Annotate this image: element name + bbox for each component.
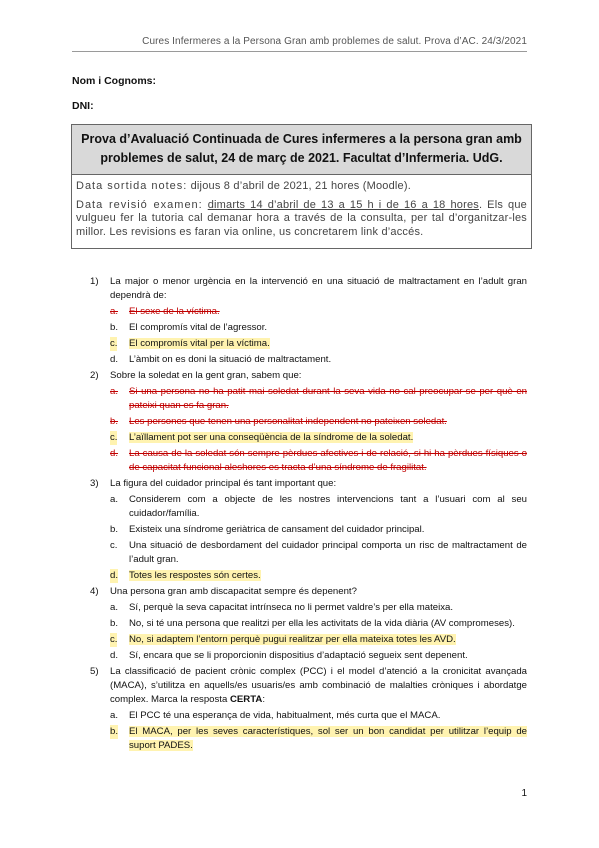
- option-letter: b.: [110, 726, 119, 737]
- option-text: Les persones que tenen una personalitat independent no pateixen soledat.: [129, 416, 447, 427]
- option-letter: b.: [110, 524, 119, 535]
- answer-option-a: [110, 385, 527, 413]
- answer-options: [110, 385, 527, 475]
- answer-option-d: [110, 447, 527, 475]
- option-text: No, si adaptem l’entorn perquè pugui realitzar per ella mateixa totes les AVD.: [129, 634, 456, 645]
- review-date-line: [76, 199, 527, 240]
- answer-option-b: [110, 617, 527, 631]
- option-letter: d.: [110, 650, 119, 661]
- option-letter: c.: [110, 540, 118, 551]
- question-2: [90, 369, 527, 475]
- answer-option-a: [110, 493, 527, 521]
- option-text: L’aïllament pot ser una conseqüència de la síndrome de la soledat.: [129, 432, 414, 443]
- answer-options: [110, 601, 527, 663]
- option-text: El PCC té una esperança de vida, habitualment, més curta que el MACA.: [129, 710, 441, 721]
- option-text: El sexe de la víctima.: [129, 306, 220, 317]
- question-5: [90, 665, 527, 753]
- option-text: El MACA, per les seves característiques, sol ser un bon candidat per utilitzar l’equip de suport PADES.: [129, 726, 527, 751]
- answer-option-b: [110, 523, 527, 537]
- question-text: La figura del cuidador principal és tant important que:: [110, 478, 337, 489]
- answer-option-c: [110, 337, 527, 351]
- exam-info-body: [72, 175, 531, 248]
- question-number: 1): [90, 276, 99, 287]
- answer-options: [110, 493, 527, 583]
- question-number: 3): [90, 478, 99, 489]
- question-number: 4): [90, 586, 99, 597]
- question-1: [90, 275, 527, 367]
- option-text: Sí, perquè la seva capacitat intrínseca no li permet valdre’s per ella mateixa.: [129, 602, 454, 613]
- question-number: 2): [90, 370, 99, 381]
- notes-date-label: Data sortida notes:: [76, 180, 188, 192]
- option-text: Una situació de desbordament del cuidador principal comporta un risc de maltractament de l’adult gran.: [129, 540, 527, 565]
- review-date: dimarts 14 d’abril de 13 a 15 h i de 16 a 18 hores: [207, 198, 479, 211]
- exam-title: Prova d’Avaluació Continuada de Cures infermeres a la persona gran amb problemes de salut, 24 de març de 2021. Facultat d’Infermeria. UdG.: [72, 125, 531, 175]
- option-letter: c.: [110, 338, 118, 349]
- name-field-label: Nom i Cognoms:: [72, 75, 156, 87]
- question-3: [90, 477, 527, 583]
- question-text-part: :: [262, 694, 265, 705]
- option-text: Existeix una síndrome geriàtrica de cansament del cuidador principal.: [129, 524, 425, 535]
- notes-date-text: dijous 8 d’abril de 2021, 21 hores (Moodle).: [187, 180, 411, 192]
- option-text: Totes les respostes són certes.: [129, 570, 261, 581]
- review-date-rest: . Els que vulgueu fer la tutoria cal demanar hora a través de la consulta, per tal d’organitzar-les millor. Les revisions es faran via online, us concretarem link d’accés.: [76, 198, 527, 238]
- question-number: 5): [90, 666, 99, 677]
- question-list: [90, 275, 527, 755]
- answer-option-d: [110, 569, 527, 583]
- answer-options: [110, 305, 527, 367]
- option-letter: a.: [110, 386, 119, 397]
- answer-option-a: [110, 601, 527, 615]
- header-rule: [72, 51, 527, 52]
- answer-option-a: [110, 709, 527, 723]
- option-text: Sí, encara que se li proporcionin dispositius d’adaptació segueix sent depenent.: [129, 650, 468, 661]
- question-emphasis: CERTA: [229, 694, 263, 705]
- option-text: El compromís vital de l’agressor.: [129, 322, 268, 333]
- option-text: No, si té una persona que realitzi per ella les activitats de la vida diària (AV compromeses).: [129, 618, 515, 629]
- question-text-part: La classificació de pacient crònic complex (PCC) i el model d’atenció a la cronicitat avançada (MACA), s’utilitza en aquells/es usuaris/es amb combinació de malalties cròniques i abordatge complex. Marca la resposta: [110, 666, 527, 705]
- question-text: Una persona gran amb discapacitat sempre és depenent?: [110, 586, 357, 597]
- option-letter: c.: [110, 634, 118, 645]
- option-letter: b.: [110, 416, 119, 427]
- question-4: [90, 585, 527, 663]
- question-text: [110, 665, 527, 707]
- option-letter: a.: [110, 710, 119, 721]
- notes-date-line: [76, 180, 527, 194]
- option-letter: b.: [110, 618, 119, 629]
- answer-options: [110, 709, 527, 753]
- option-letter: a.: [110, 306, 119, 317]
- option-letter: b.: [110, 322, 119, 333]
- running-header: Cures Infermeres a la Persona Gran amb problemes de salut. Prova d’AC. 24/3/2021: [142, 36, 527, 47]
- option-text: L’àmbit on es doni la situació de maltractament.: [129, 354, 332, 365]
- option-text: Si una persona no ha patit mai soledat durant la seva vida no cal preocupar-se per què en pateixi quan es fa gran.: [129, 386, 527, 411]
- dni-field-label: DNI:: [72, 100, 94, 112]
- option-letter: d.: [110, 354, 119, 365]
- page-number: 1: [521, 788, 527, 799]
- answer-option-d: [110, 353, 527, 367]
- option-letter: c.: [110, 432, 118, 443]
- question-text: Sobre la soledat en la gent gran, sabem que:: [110, 370, 302, 381]
- option-text: La causa de la soledat són sempre pèrdues afectives i de relació, si hi ha pèrdues físiques o de capacitat funcional aleshores es tracta d’una síndrome de fragilitat.: [129, 448, 527, 473]
- option-letter: d.: [110, 570, 119, 581]
- option-letter: a.: [110, 494, 119, 505]
- answer-option-c: [110, 539, 527, 567]
- option-text: Considerem com a objecte de les nostres intervencions tant a l’usuari com al seu cuidador/família.: [129, 494, 527, 519]
- exam-info-box: [71, 124, 532, 249]
- option-text: El compromís vital per la víctima.: [129, 338, 270, 349]
- answer-option-d: [110, 649, 527, 663]
- answer-option-b: [110, 321, 527, 335]
- answer-option-c: [110, 431, 527, 445]
- option-letter: d.: [110, 448, 119, 459]
- answer-option-a: [110, 305, 527, 319]
- option-letter: a.: [110, 602, 119, 613]
- answer-option-b: [110, 725, 527, 753]
- answer-option-b: [110, 415, 527, 429]
- review-date-label: Data revisió examen:: [76, 198, 203, 211]
- question-text: La major o menor urgència en la intervenció en una situació de maltractament en l’adult gran dependrà de:: [110, 276, 527, 301]
- answer-option-c: [110, 633, 527, 647]
